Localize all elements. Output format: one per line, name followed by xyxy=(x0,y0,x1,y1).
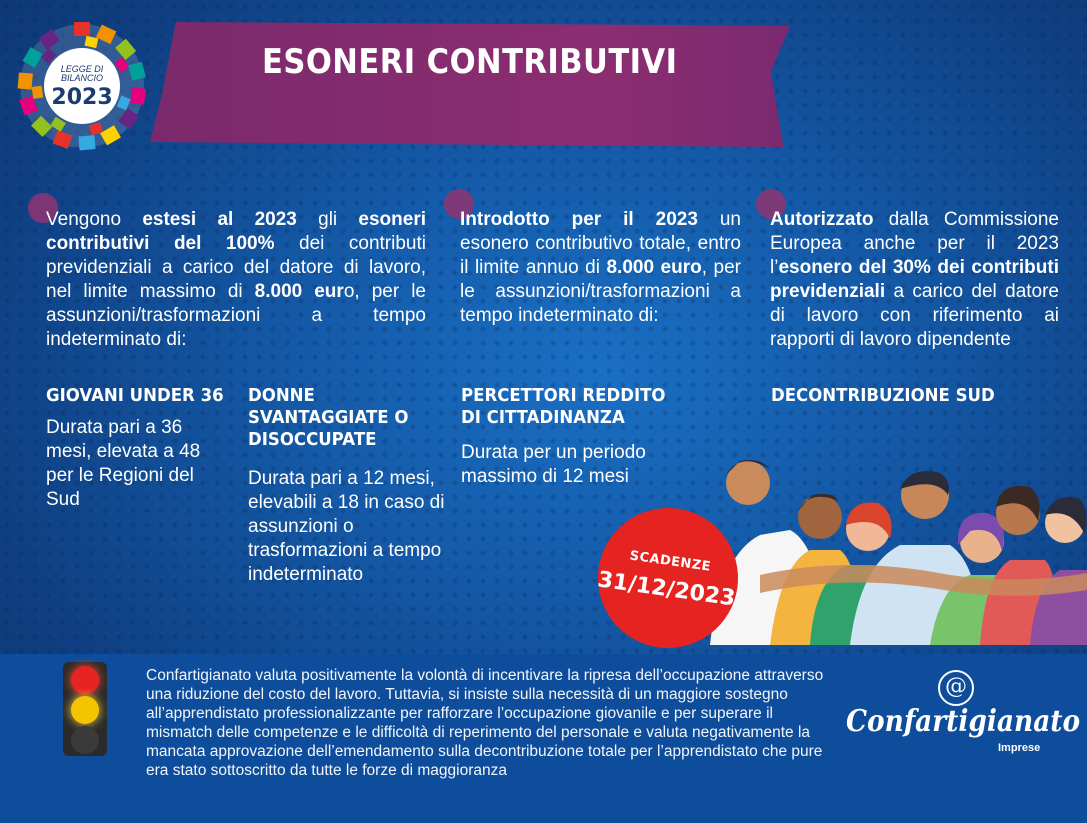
traffic-red-light xyxy=(71,666,99,694)
item-title-sud: DECONTRIBUZIONE SUD xyxy=(771,385,995,406)
item-title-percettori: PERCETTORI REDDITO DI CITTADINANZA xyxy=(461,385,666,428)
intro-text-col2: Introdotto per il 2023 un esonero contributivo totale, entro il limite annuo di 8.000 euro, per le assunzioni/trasformazioni a tempo indeterminato di: xyxy=(460,209,741,326)
item-title-giovani: GIOVANI UNDER 36 xyxy=(46,385,224,406)
brand-sub: Imprese xyxy=(998,742,1041,754)
deadline-date: 31/12/2023 xyxy=(596,567,737,612)
badge-line2: BILANCIO xyxy=(60,73,104,83)
badge-line1: LEGGE DI xyxy=(60,64,104,74)
traffic-light-icon xyxy=(63,662,107,756)
item-text-donne: Durata pari a 12 mesi, elevabili a 18 in caso di assunzioni o trasformazioni a tempo indeterminato xyxy=(248,468,445,585)
confartigianato-logo xyxy=(838,670,1081,780)
badge-year: 2023 xyxy=(51,85,113,110)
item-title-donne: DONNE SVANTAGGIATE O DISOCCUPATE xyxy=(248,385,409,450)
people-group-illustration xyxy=(700,455,1087,645)
intro-text-col3: Autorizzato dalla Commissione Europea anche per il 2023 l’esonero del 30% dei contributi previdenziali a carico del datore di lavoro con riferimento ai rapporti di lavoro dipendente xyxy=(770,209,1059,350)
intro-text-col1: Vengono estesi al 2023 gli esoneri contributivi del 100% dei contributi previdenziali a carico del datore di lavoro, nel limite massimo di 8.000 euro, per le assunzioni/trasformazioni a tempo indeterminato di: xyxy=(46,209,427,350)
item-text-percettori: Durata per un periodo massimo di 12 mesi xyxy=(461,442,646,487)
deadline-label: SCADENZE xyxy=(628,548,712,575)
footer-comment: Confartigianato valuta positivamente la volontà di incentivare la ripresa dell’occupazione attraverso una riduzione del costo del lavoro. Tuttavia, si insiste sulla necessità di un maggiore sostegno all’apprendistato professionalizzante per rafforzare l’occupazione giovanile e per superare il mismatch delle competenze e le difficoltà di reperimento del personale e valuta negativamente la mancata approvazione dell’emendamento sulla decontribuzione totale per l’apprendistato che pure era stato sottoscritto da tutte le forze di maggioranza xyxy=(146,667,824,779)
traffic-yellow-light xyxy=(71,696,99,724)
brand-name: Confartigianato xyxy=(846,704,1081,739)
brand-at-icon: @ xyxy=(938,670,974,706)
item-text-giovani: Durata pari a 36 mesi, elevata a 48 per le Regioni del Sud xyxy=(46,417,201,510)
traffic-green-light xyxy=(71,726,99,754)
title-banner xyxy=(150,22,790,147)
legge-bilancio-badge-icon xyxy=(16,20,148,152)
page-title: ESONERI CONTRIBUTIVI xyxy=(262,42,678,82)
